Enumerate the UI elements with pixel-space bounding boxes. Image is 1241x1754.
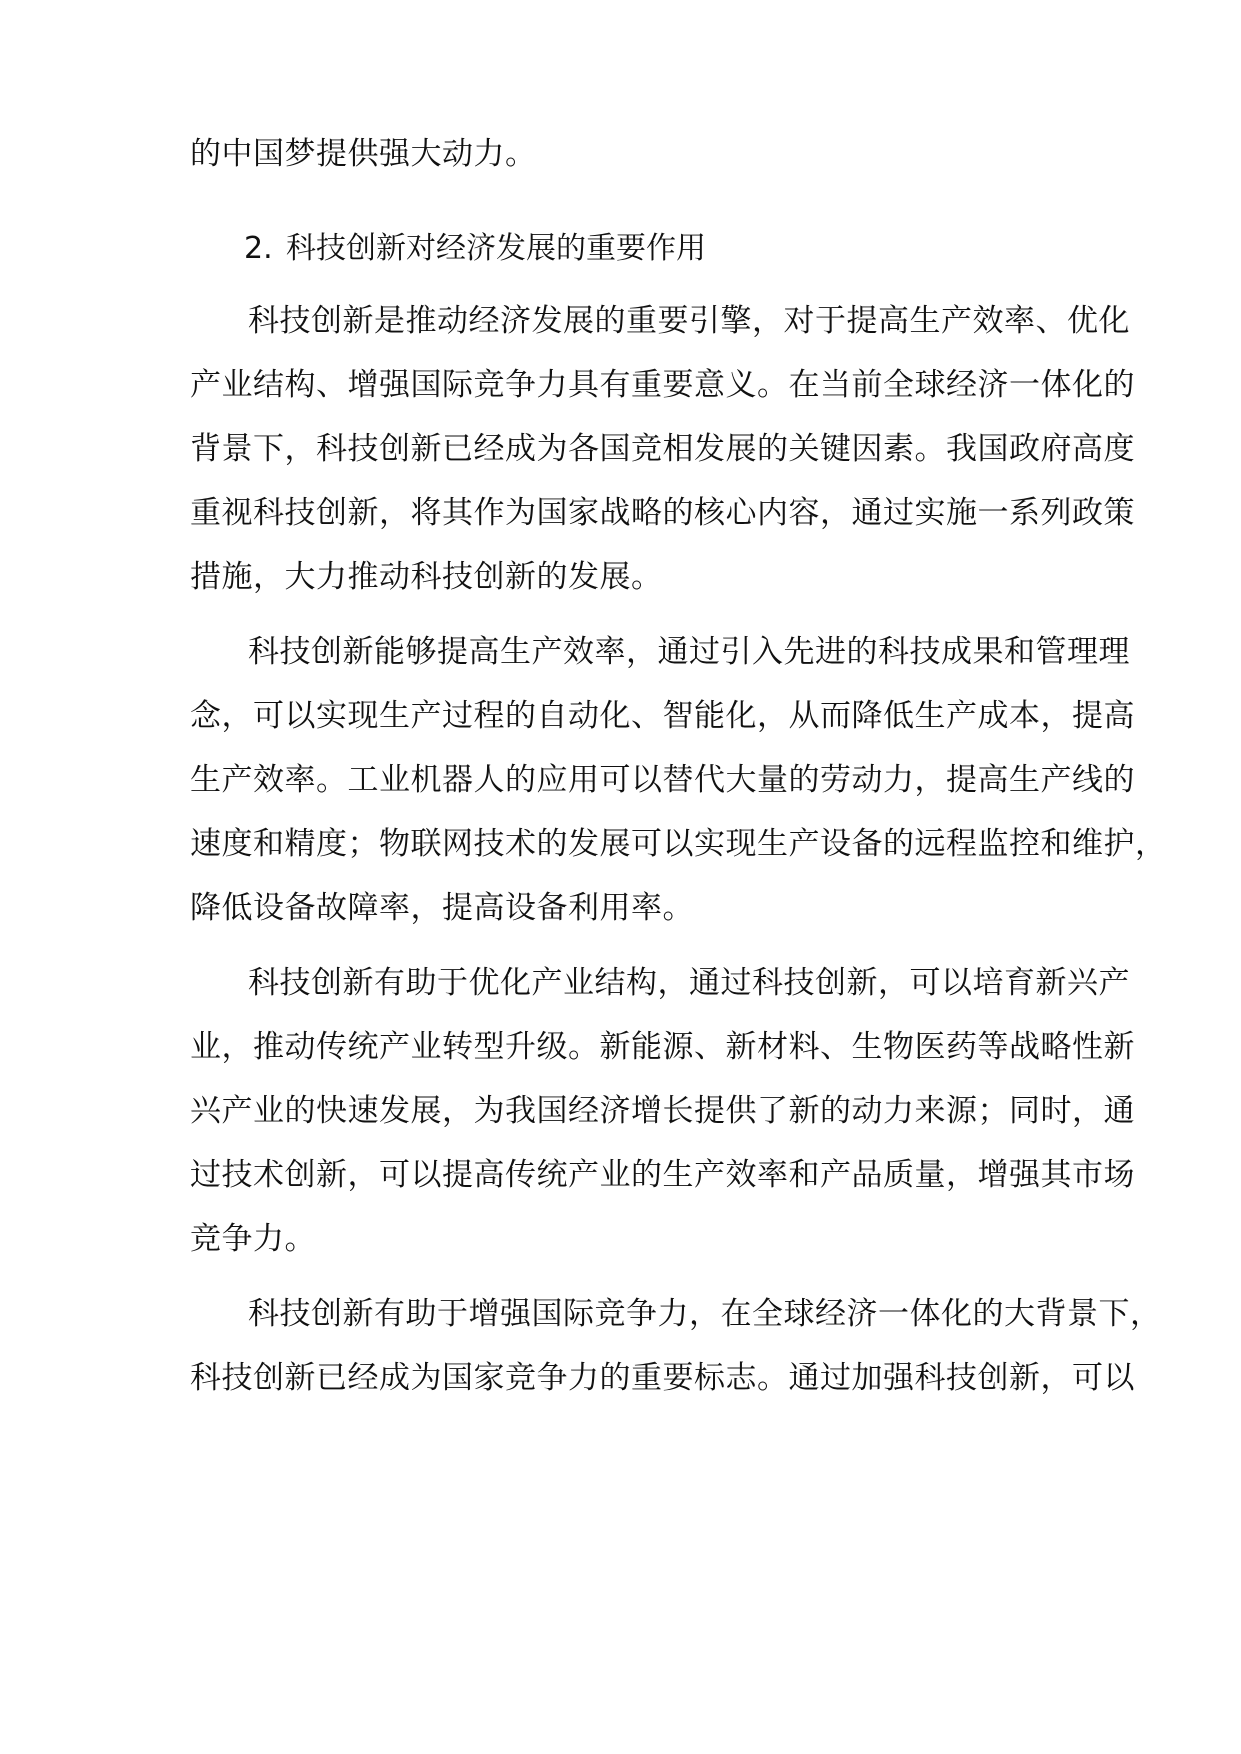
paragraph-3-line-1: 科技创新有助于优化产业结构，通过科技创新，可以培育新兴产 (248, 965, 1130, 1001)
paragraph-1-line-5: 措施，大力推动科技创新的发展。 (190, 559, 663, 595)
paragraph-1-line-4: 重视科技创新，将其作为国家战略的核心内容，通过实施一系列政策 (190, 495, 1135, 531)
paragraph-3-line-3: 兴产业的快速发展，为我国经济增长提供了新的动力来源；同时，通 (190, 1093, 1135, 1129)
paragraph-2-line-2: 念，可以实现生产过程的自动化、智能化，从而降低生产成本，提高 (190, 698, 1135, 734)
section-heading (244, 229, 706, 269)
paragraph-4-line-2: 科技创新已经成为国家竞争力的重要标志。通过加强科技创新，可以 (190, 1360, 1135, 1396)
paragraph-3-line-2: 业，推动传统产业转型升级。新能源、新材料、生物医药等战略性新 (190, 1029, 1135, 1065)
paragraph-3-line-4: 过技术创新，可以提高传统产业的生产效率和产品质量，增强其市场 (190, 1157, 1135, 1193)
paragraph-2-line-1: 科技创新能够提高生产效率，通过引入先进的科技成果和管理理 (248, 634, 1130, 670)
paragraph-1-line-1: 科技创新是推动经济发展的重要引擎，对于提高生产效率、优化 (248, 303, 1130, 339)
paragraph-2-line-5: 降低设备故障率，提高设备利用率。 (190, 890, 694, 926)
carryover-line: 的中国梦提供强大动力。 (190, 136, 537, 172)
paragraph-2-line-3: 生产效率。工业机器人的应用可以替代大量的劳动力，提高生产线的 (190, 762, 1135, 798)
paragraph-4-line-1: 科技创新有助于增强国际竞争力，在全球经济一体化的大背景下， (248, 1296, 1162, 1332)
paragraph-1-line-3: 背景下，科技创新已经成为各国竞相发展的关键因素。我国政府高度 (190, 431, 1135, 467)
section-title: 科技创新对经济发展的重要作用 (286, 231, 706, 266)
paragraph-3-line-5: 竞争力。 (190, 1221, 316, 1257)
paragraph-1-line-2: 产业结构、增强国际竞争力具有重要意义。在当前全球经济一体化的 (190, 367, 1135, 403)
paragraph-2-line-4: 速度和精度；物联网技术的发展可以实现生产设备的远程监控和维护， (190, 826, 1167, 862)
section-number: 2. (244, 231, 273, 266)
